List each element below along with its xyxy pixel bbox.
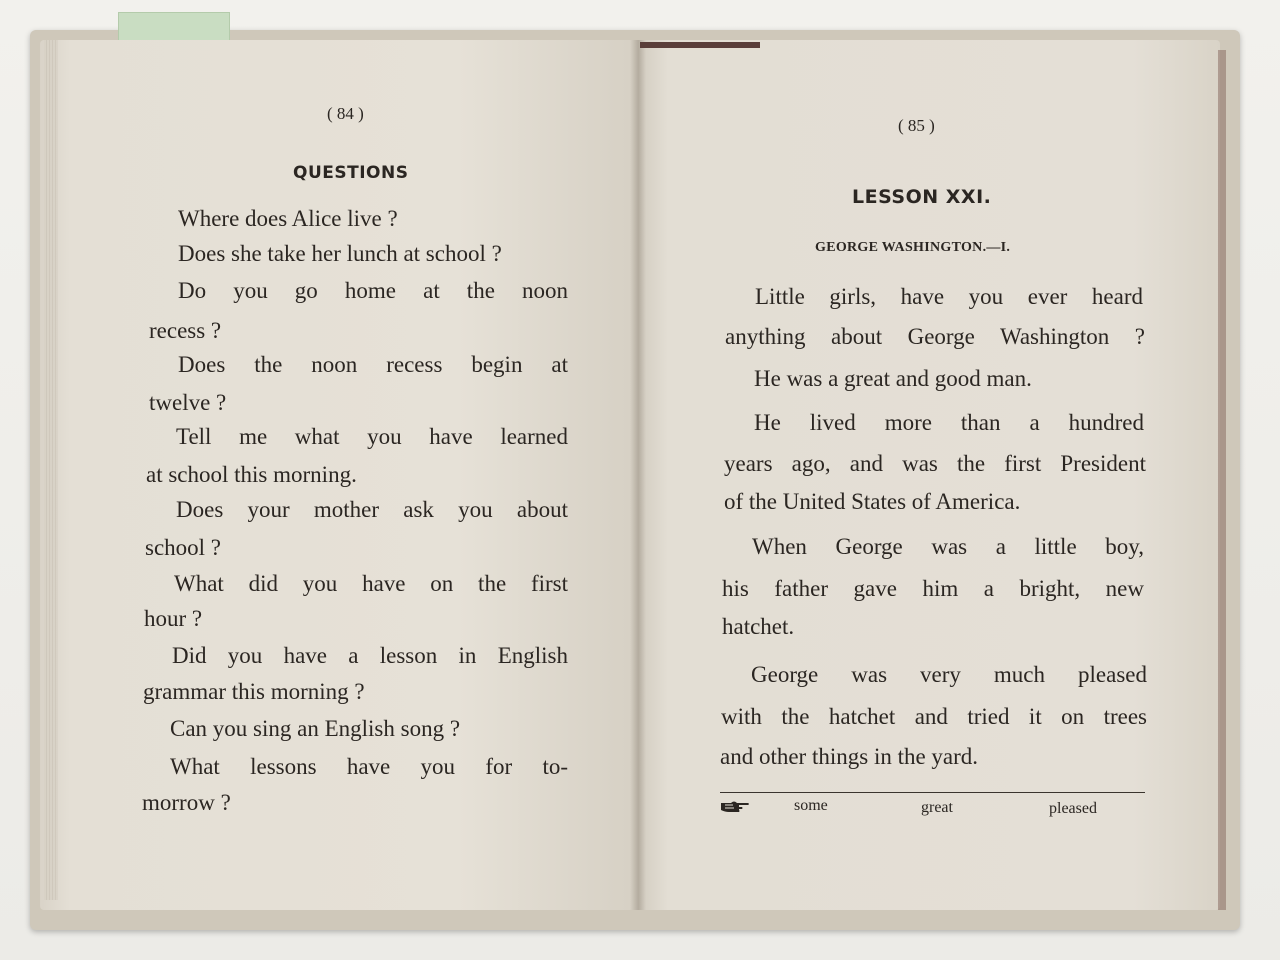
left-line-7: Tell me what you have learned [176, 424, 568, 449]
left-line-17: morrow ? [142, 790, 231, 815]
left-line-4: recess ? [149, 318, 222, 343]
right-line-8: his father gave him a bright, new [722, 576, 1144, 601]
lesson-title: LESSON XXI. [852, 186, 992, 208]
right-line-9: hatchet. [722, 614, 795, 639]
left-line-5: Does the noon recess begin at [178, 352, 568, 377]
left-line-15: Can you sing an English song ? [170, 716, 461, 741]
vocab-word-3: pleased [1049, 800, 1097, 817]
vocab-divider [720, 792, 1145, 793]
left-line-3: Do you go home at the noon [178, 278, 568, 303]
left-line-1: Where does Alice live ? [178, 206, 398, 231]
left-line-16: What lessons have you for to- [170, 754, 568, 779]
left-line-2: Does she take her lunch at school ? [178, 241, 502, 266]
page-edges [44, 40, 58, 900]
right-page-number: ( 85 ) [898, 116, 935, 135]
left-line-9: Does your mother ask you about [176, 497, 568, 522]
vocab-word-2: great [921, 799, 953, 816]
right-line-5: years ago, and was the first President [724, 451, 1146, 476]
right-line-12: and other things in the yard. [720, 744, 979, 769]
pointing-hand-icon [719, 797, 751, 815]
right-line-7: When George was a little boy, [752, 534, 1144, 559]
left-line-13: Did you have a lesson in English [172, 643, 568, 668]
vocab-word-1: some [794, 797, 828, 814]
book-spine [630, 40, 646, 910]
left-line-10: school ? [145, 535, 222, 560]
right-line-11: with the hatchet and tried it on trees [721, 704, 1147, 729]
left-line-14: grammar this morning ? [143, 679, 365, 704]
right-line-2: anything about George Washington ? [725, 324, 1145, 349]
questions-heading: QUESTIONS [293, 163, 409, 183]
left-line-6: twelve ? [149, 390, 227, 415]
right-line-1: Little girls, have you ever heard [755, 284, 1143, 309]
spine-strip [640, 42, 760, 48]
right-line-6: of the United States of America. [724, 489, 1021, 514]
left-line-8: at school this morning. [146, 462, 357, 487]
cover-edge [1218, 50, 1226, 910]
right-line-3: He was a great and good man. [754, 366, 1032, 391]
left-line-11: What did you have on the first [174, 571, 568, 596]
left-line-12: hour ? [144, 606, 203, 631]
right-line-10: George was very much pleased [751, 662, 1147, 687]
left-page-number: ( 84 ) [327, 104, 364, 123]
right-line-4: He lived more than a hundred [754, 410, 1144, 435]
lesson-subtitle: GEORGE WASHINGTON.—I. [815, 240, 1011, 255]
